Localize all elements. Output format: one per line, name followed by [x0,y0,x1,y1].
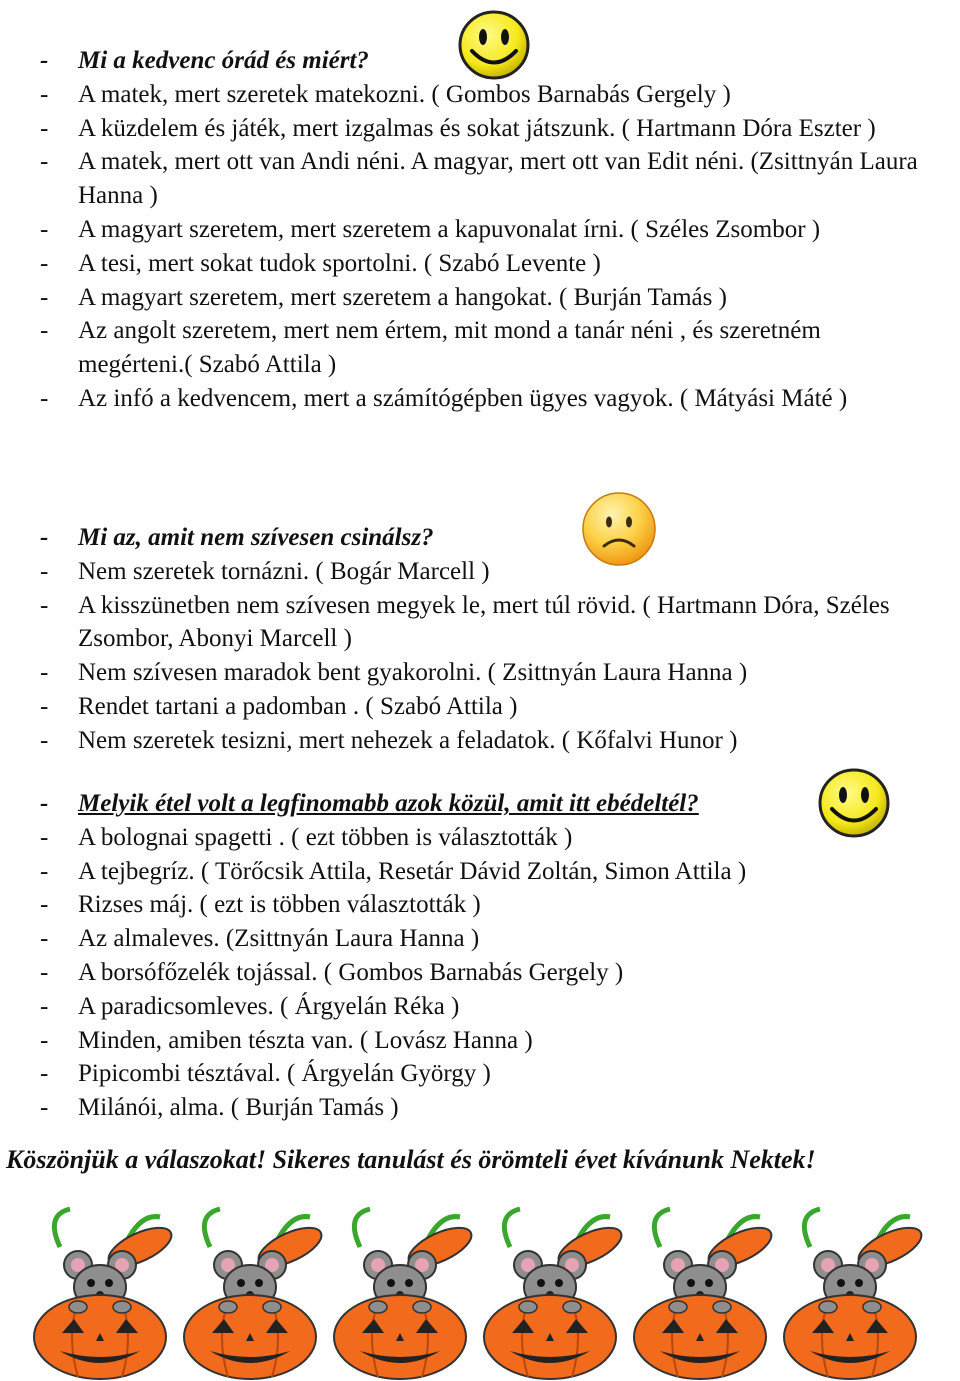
list-item: - Az infó a kedvencem, mert a számítógépben ügyes vagyok. ( Mátyási Máté ) [0,382,960,416]
list-item: - Az angolt szeretem, mert nem értem, mit mond a tanár néni , és szeretném megérteni.( Szabó Attila ) [0,314,960,382]
list-item: - Az almaleves. (Zsittnyán Laura Hanna ) [0,922,960,956]
list-item: - Milánói, alma. ( Burján Tamás ) [0,1091,960,1125]
pumpkin-mouse-icon [184,1209,327,1379]
closing-message: Köszönjük a válaszokat! Sikeres tanulást és örömteli évet kívánunk Nektek! [6,1145,816,1174]
list-item: - Minden, amiben tészta van. ( Lovász Hanna ) [0,1024,960,1058]
pumpkin-mouse-icon [484,1209,627,1379]
pumpkin-mouse-icon [784,1209,927,1379]
list-item: - A kisszünetben nem szívesen megyek le, mert túl rövid. ( Hartmann Dóra, Széles Zsombor, Abonyi Marcell ) [0,589,960,657]
disliked-activity-section [0,521,960,758]
disliked-activity-list [0,521,960,758]
pumpkin-mouse-icon [34,1209,177,1379]
list-item: - A borsófőzelék tojással. ( Gombos Barnabás Gergely ) [0,956,960,990]
section-question: - Mi a kedvenc órád és miért? [0,44,960,78]
favorite-class-list [0,44,960,416]
section-question: - Mi az, amit nem szívesen csinálsz? [0,521,960,555]
favorite-class-section [0,44,960,416]
pumpkin-border [0,1205,960,1381]
list-item: - A tesi, mert sokat tudok sportolni. ( Szabó Levente ) [0,247,960,281]
list-item: - Pipicombi tésztával. ( Árgyelán György ) [0,1057,960,1091]
favorite-food-list [0,787,960,1125]
list-item: - Nem szeretek tornázni. ( Bogár Marcell ) [0,555,960,589]
favorite-food-section [0,787,960,1125]
list-item: - A magyart szeretem, mert szeretem a hangokat. ( Burján Tamás ) [0,281,960,315]
list-item: - Rizses máj. ( ezt is többen választották ) [0,888,960,922]
pumpkin-mouse-icon [334,1209,477,1379]
list-item: - Nem szívesen maradok bent gyakorolni. ( Zsittnyán Laura Hanna ) [0,656,960,690]
list-item: - A paradicsomleves. ( Árgyelán Réka ) [0,990,960,1024]
list-item: - A tejbegríz. ( Törőcsik Attila, Resetár Dávid Zoltán, Simon Attila ) [0,855,960,889]
list-item: - A magyart szeretem, mert szeretem a kapuvonalat írni. ( Széles Zsombor ) [0,213,960,247]
list-item: - A matek, mert szeretek matekozni. ( Gombos Barnabás Gergely ) [0,78,960,112]
list-item: - A matek, mert ott van Andi néni. A magyar, mert ott van Edit néni. (Zsittnyán Laura Hanna ) [0,145,960,213]
list-item: - A küzdelem és játék, mert izgalmas és sokat játszunk. ( Hartmann Dóra Eszter ) [0,112,960,146]
section-question: - Melyik étel volt a legfinomabb azok közül, amit itt ebédeltél? [0,787,960,821]
list-item: - Rendet tartani a padomban . ( Szabó Attila ) [0,690,960,724]
pumpkin-mouse-icon [634,1209,777,1379]
list-item: - Nem szeretek tesizni, mert nehezek a feladatok. ( Kőfalvi Hunor ) [0,724,960,758]
list-item: - A bolognai spagetti . ( ezt többen is választották ) [0,821,960,855]
